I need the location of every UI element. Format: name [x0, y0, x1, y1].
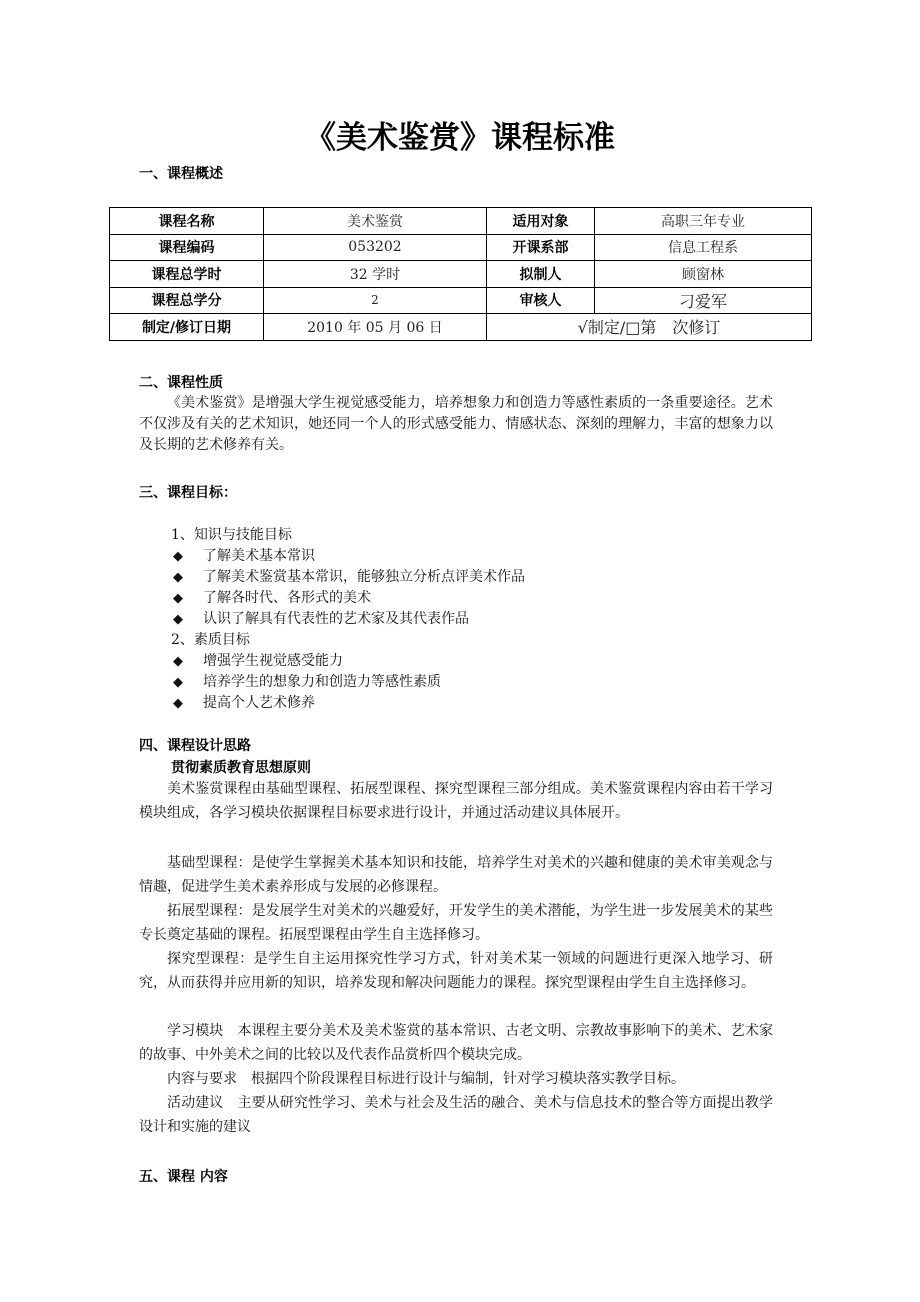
list-item — [173, 608, 469, 628]
list-item — [173, 692, 315, 712]
value-department: 信息工程系 — [595, 234, 812, 261]
value-revision-status: √制定/□第 次修订 — [487, 314, 812, 341]
value-total-credits: 2 — [264, 287, 487, 314]
diamond-bullet-icon: ◆ — [173, 654, 183, 669]
value-revision-date: 2010 年 05 月 06 日 — [264, 314, 487, 341]
value-course-code: 053202 — [264, 234, 487, 261]
list-item-text: 了解美术基本常识 — [203, 548, 315, 564]
section-2-heading: 二、课程性质 — [139, 375, 223, 391]
design-paragraph-6: 内容与要求 根据四个阶段课程目标进行设计与编制，针对学习模块落实教学目标。 — [167, 1071, 685, 1087]
value-target-audience: 高职三年专业 — [595, 208, 812, 235]
design-paragraph-3: 拓展型课程：是发展学生对美术的兴趣爱好，开发学生的美术潜能，为学生进一步发展美术的某些专长奠定基础的课程。拓展型课程由学生自主选择修习。 — [139, 903, 773, 943]
value-total-hours: 32 学时 — [264, 261, 487, 288]
list-item-text: 认识了解具有代表性的艺术家及其代表作品 — [203, 611, 469, 627]
list-item-text: 提高个人艺术修养 — [203, 695, 315, 711]
label-department: 开课系部 — [487, 234, 595, 261]
section-5-heading: 五、课程 内容 — [139, 1169, 228, 1185]
list-item — [173, 545, 315, 565]
section-1-heading: 一、课程概述 — [139, 166, 223, 182]
list-item-text: 了解各时代、各形式的美术 — [203, 590, 371, 606]
section-3-heading: 三、课程目标： — [139, 485, 237, 501]
design-paragraph-7: 活动建议 主要从研究性学习、美术与社会及生活的融合、美术与信息技术的整合等方面提出教学设计和实施的建议 — [139, 1095, 773, 1135]
label-total-hours: 课程总学时 — [110, 261, 264, 288]
label-total-credits: 课程总学分 — [110, 287, 264, 314]
value-drafter: 顾窗林 — [595, 261, 812, 288]
goal-group-2-title: 2、素质目标 — [171, 632, 250, 648]
section-2-paragraph: 《美术鉴赏》是增强大学生视觉感受能力，培养想象力和创造力等感性素质的一条重要途径。艺术不仅涉及有关的艺术知识，她还同一个人的形式感受能力、情感状态、深刻的理解力，丰富的想象力以及长期的艺术修养有关。 — [139, 395, 773, 453]
label-drafter: 拟制人 — [487, 261, 595, 288]
label-reviewer: 审核人 — [487, 287, 595, 314]
diamond-bullet-icon: ◆ — [173, 549, 183, 564]
table-row — [110, 287, 812, 314]
value-course-name: 美术鉴赏 — [264, 208, 487, 235]
course-info-table — [109, 207, 812, 341]
label-revision-date: 制定/修订日期 — [110, 314, 264, 341]
list-item-text: 增强学生视觉感受能力 — [203, 653, 343, 669]
list-item — [173, 671, 441, 691]
diamond-bullet-icon: ◆ — [173, 675, 183, 690]
list-item — [173, 587, 371, 607]
list-item-text: 培养学生的想象力和创造力等感性素质 — [203, 674, 441, 690]
label-course-name: 课程名称 — [110, 208, 264, 235]
list-item-text: 了解美术鉴赏基本常识，能够独立分析点评美术作品 — [203, 569, 525, 585]
label-target-audience: 适用对象 — [487, 208, 595, 235]
diamond-bullet-icon: ◆ — [173, 696, 183, 711]
table-row — [110, 208, 812, 235]
section-4-subheading: 贯彻素质教育思想原则 — [171, 760, 311, 776]
list-item — [173, 566, 525, 586]
design-paragraph-4: 探究型课程：是学生自主运用探究性学习方式，针对美术某一领域的问题进行更深入地学习、研究，从而获得并应用新的知识，培养发现和解决问题能力的课程。探究型课程由学生自主选择修习。 — [139, 951, 773, 991]
list-item — [173, 650, 343, 670]
section-4-heading: 四、课程设计思路 — [139, 738, 251, 754]
diamond-bullet-icon: ◆ — [173, 570, 183, 585]
table-row — [110, 234, 812, 261]
table-row — [110, 314, 812, 341]
design-paragraph-5: 学习模块 本课程主要分美术及美术鉴赏的基本常识、古老文明、宗教故事影响下的美术、艺术家的故事、中外美术之间的比较以及代表作品赏析四个模块完成。 — [139, 1023, 773, 1063]
page-title: 《美术鉴赏》课程标准 — [305, 120, 615, 156]
design-paragraph-2: 基础型课程：是使学生掌握美术基本知识和技能，培养学生对美术的兴趣和健康的美术审美观念与情趣，促进学生美术素养形成与发展的必修课程。 — [139, 855, 773, 895]
value-reviewer: 刁爱军 — [595, 287, 812, 314]
design-paragraph-1: 美术鉴赏课程由基础型课程、拓展型课程、探究型课程三部分组成。美术鉴赏课程内容由若干学习模块组成，各学习模块依据课程目标要求进行设计，并通过活动建议具体展开。 — [139, 781, 773, 821]
label-course-code: 课程编码 — [110, 234, 264, 261]
diamond-bullet-icon: ◆ — [173, 591, 183, 606]
goal-group-1-title: 1、知识与技能目标 — [171, 527, 292, 543]
diamond-bullet-icon: ◆ — [173, 612, 183, 627]
table-row — [110, 261, 812, 288]
